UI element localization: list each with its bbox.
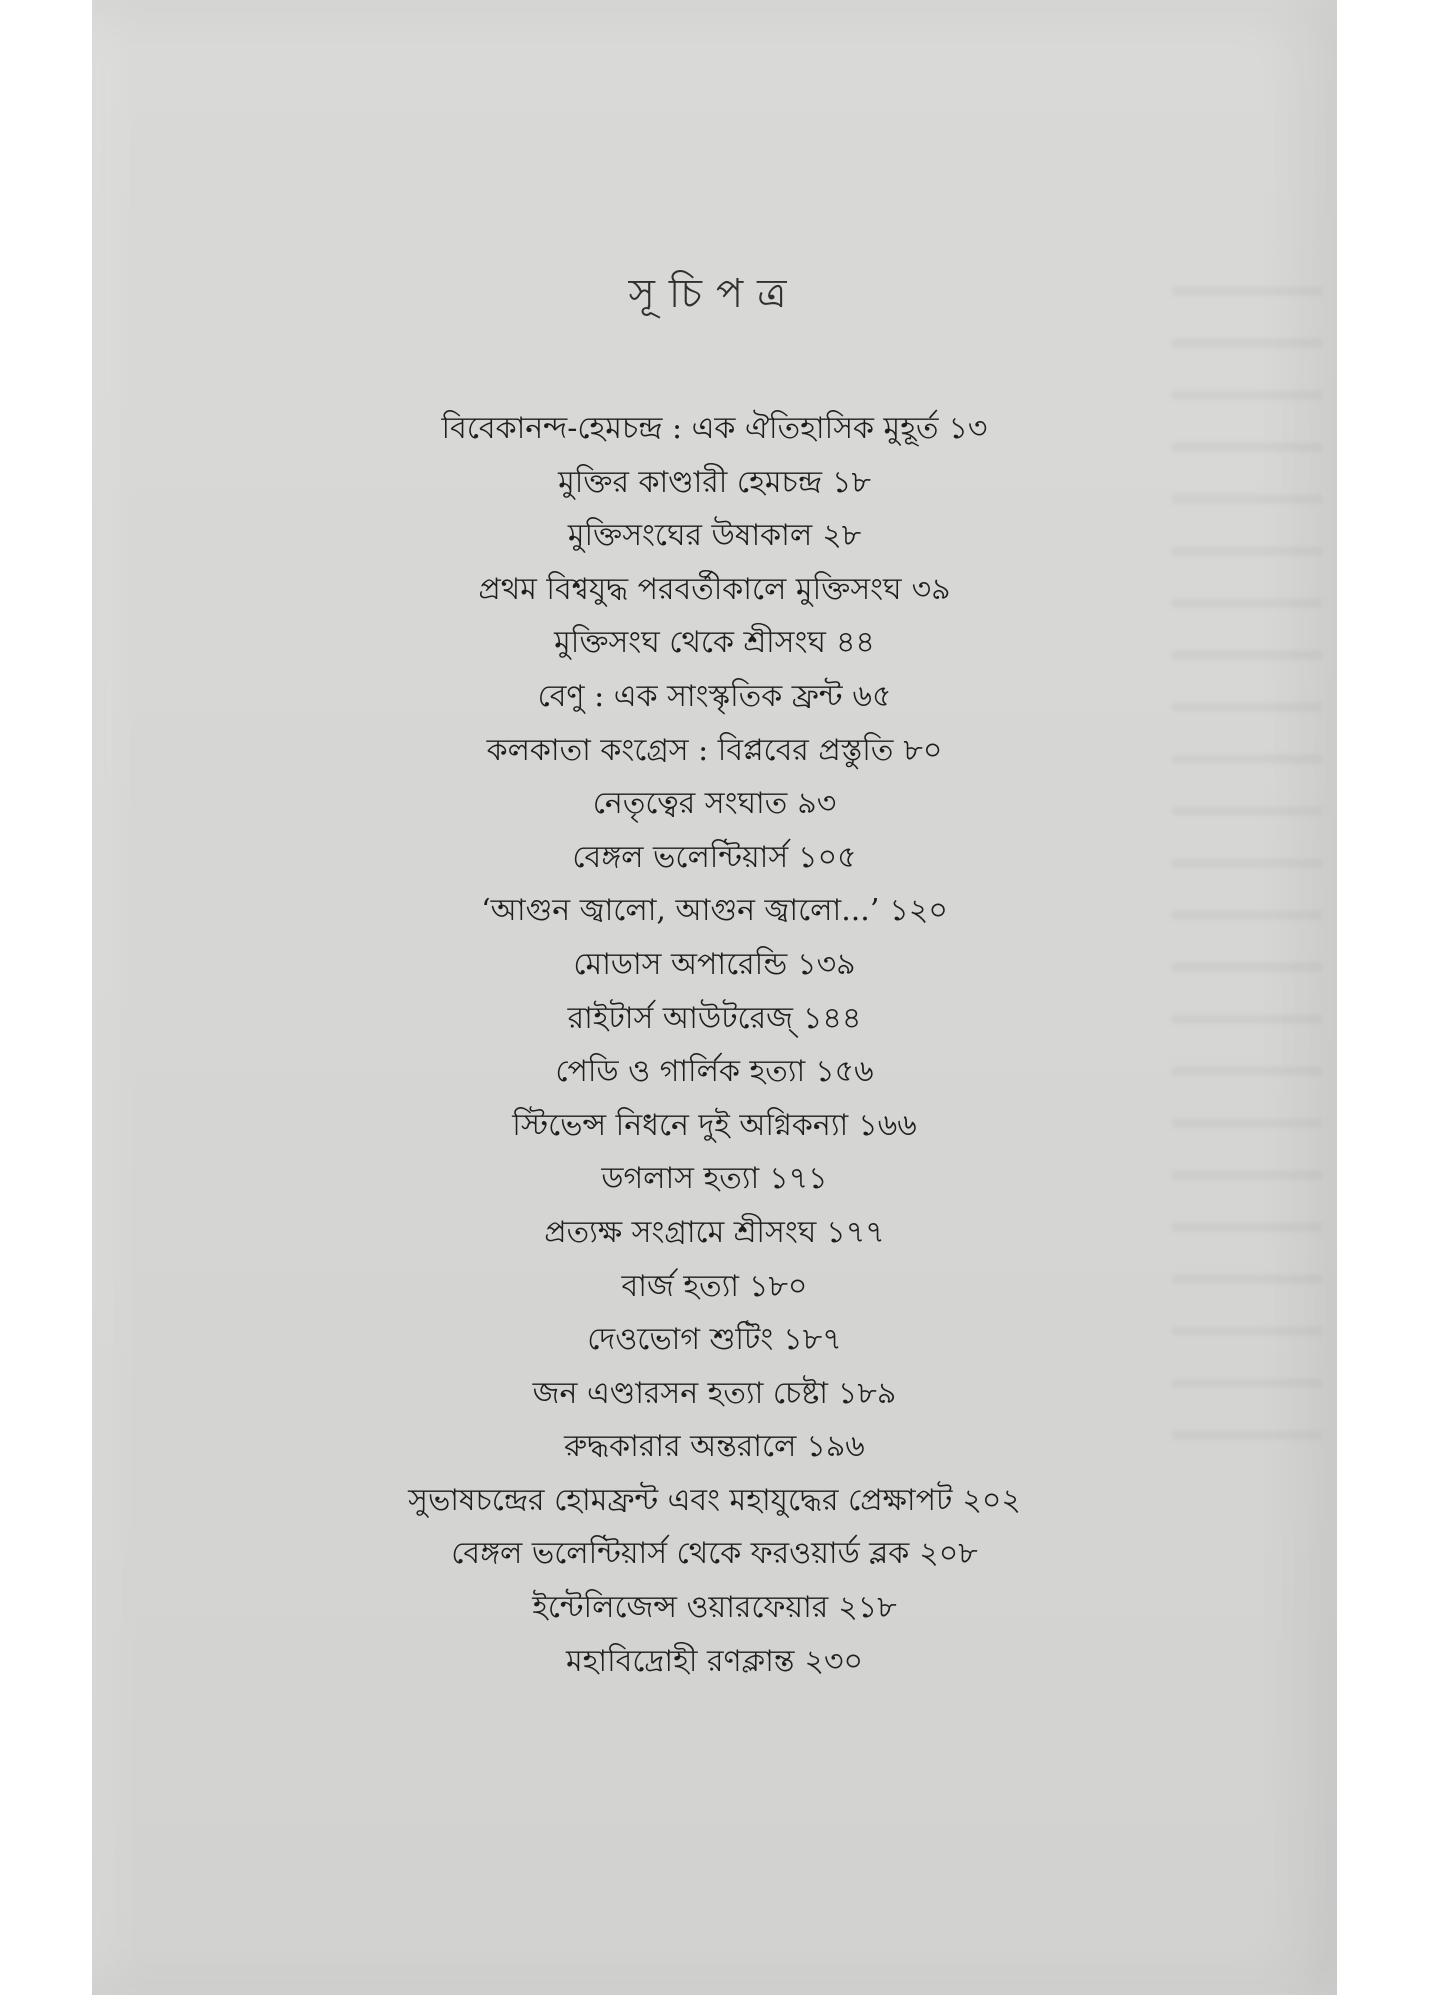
toc-entry xyxy=(0,1635,1429,1689)
toc-entry-page-number: ২৮ xyxy=(822,518,862,554)
toc-entry-page-number: ২৩০ xyxy=(804,1643,863,1679)
toc-entry-title: মুক্তির কাণ্ডারী হেমচন্দ্র xyxy=(558,464,822,500)
toc-entry xyxy=(0,1474,1429,1528)
toc-entry xyxy=(0,1367,1429,1421)
toc-entry-title: সুভাষচন্দ্রের হোমফ্রন্ট এবং মহাযুদ্ধের প্রেক্ষাপট xyxy=(408,1482,953,1518)
toc-entry-page-number: ১৮৭ xyxy=(783,1322,842,1358)
toc-entry xyxy=(0,1420,1429,1474)
toc-entry-title: কলকাতা কংগ্রেস : বিপ্লবের প্রস্তুতি xyxy=(486,732,894,768)
toc-entry-page-number: ১৯৬ xyxy=(806,1429,865,1465)
toc-entry-title: মুক্তিসংঘ থেকে শ্রীসংঘ xyxy=(554,625,826,661)
toc-entry-title: বেণু : এক সাংস্কৃতিক ফ্রন্ট xyxy=(537,678,843,714)
toc-entry-page-number: ১৩ xyxy=(948,411,988,446)
toc-entry-title: জন এণ্ডারসন হত্যা চেষ্টা xyxy=(532,1375,828,1411)
toc-entry xyxy=(0,402,1429,456)
toc-entry-title: পেডি ও গার্লিক হত্যা xyxy=(555,1054,806,1090)
toc-entry-page-number: ১৭৭ xyxy=(826,1214,885,1250)
toc-entry xyxy=(0,1581,1429,1635)
toc-entry xyxy=(0,724,1429,778)
toc-entry xyxy=(0,938,1429,992)
toc-entry xyxy=(0,1099,1429,1153)
toc-entry-page-number: ৬৫ xyxy=(852,678,892,714)
toc-entry-title: বেঙ্গল ভলেন্টিয়ার্স থেকে ফরওয়ার্ড ব্লক xyxy=(451,1536,910,1572)
toc-entry-title: ইন্টেলিজেন্স ওয়ারফেয়ার xyxy=(532,1590,829,1626)
toc-entry-title: প্রথম বিশ্বযুদ্ধ পরবর্তীকালে মুক্তিসংঘ xyxy=(478,571,902,607)
toc-entry xyxy=(0,1152,1429,1206)
toc-entry-title: ডগলাস হত্যা xyxy=(601,1161,760,1197)
toc-entry-title: মুক্তিসংঘের উষাকাল xyxy=(567,518,813,554)
toc-entry-title: স্টিভেন্স নিধনে দুই অগ্নিকন্যা xyxy=(512,1107,849,1143)
toc-entry-page-number: ২১৮ xyxy=(838,1590,897,1626)
toc-entry-page-number: ১৭১ xyxy=(769,1161,828,1197)
toc-entry xyxy=(0,509,1429,563)
toc-entry xyxy=(0,563,1429,617)
toc-entry-title: রুদ্ধকারার অন্তরালে xyxy=(564,1429,797,1465)
toc-entry-page-number: ২০২ xyxy=(962,1482,1021,1518)
toc-entry-page-number: ১৪৪ xyxy=(802,1000,862,1036)
toc-entry-title: প্রত্যক্ষ সংগ্রামে শ্রীসংঘ xyxy=(544,1214,817,1250)
toc-entry-page-number: ৮০ xyxy=(903,732,943,768)
toc-entry-page-number: ১৮০ xyxy=(749,1268,808,1304)
toc-entry-page-number: ১২০ xyxy=(889,893,948,929)
toc-entry xyxy=(0,831,1429,885)
toc-entry-title: নেতৃত্বের সংঘাত xyxy=(592,786,788,822)
toc-entry xyxy=(0,884,1429,938)
toc-entry xyxy=(0,670,1429,724)
toc-entry xyxy=(0,1527,1429,1581)
toc-entry xyxy=(0,1045,1429,1099)
toc-entry-page-number: ৪৪ xyxy=(835,625,875,661)
toc-entry-title: বিবেকানন্দ-হেমচন্দ্র : এক ঐতিহাসিক মুহূর্ত xyxy=(441,411,939,446)
toc-entry-title: ‘আগুন জ্বালো, আগুন জ্বালো...’ xyxy=(481,893,880,929)
toc-entry-page-number: ৯৩ xyxy=(797,786,837,822)
toc-entry xyxy=(0,616,1429,670)
toc-entry-page-number: ১৮৯ xyxy=(837,1375,897,1411)
toc-entry-page-number: ১০৫ xyxy=(798,839,857,875)
toc-entry xyxy=(0,1206,1429,1260)
toc-entry xyxy=(0,1313,1429,1367)
toc-entry-title: রাইটার্স আউটরেজ্ xyxy=(567,1000,793,1036)
toc-entry-title: মহাবিদ্রোহী রণক্লান্ত xyxy=(565,1643,795,1679)
toc-entry-title: মোডাস অপারেন্ডি xyxy=(573,946,788,982)
toc-entry-page-number: ১৬৬ xyxy=(858,1107,917,1143)
toc-entry xyxy=(0,456,1429,510)
toc-entry-page-number: ২০৮ xyxy=(919,1536,978,1572)
toc-entry-title: দেওভোগ শুটিং xyxy=(587,1322,774,1358)
page-title: সূচিপত্র xyxy=(628,271,801,317)
toc-entry-title: বেঙ্গল ভলেন্টিয়ার্স xyxy=(572,839,789,875)
toc-entry-title: বার্জ হত্যা xyxy=(621,1268,739,1304)
toc-entry-page-number: ৩৯ xyxy=(911,571,951,607)
toc-entry-page-number: ১৮ xyxy=(831,464,871,500)
toc-entry xyxy=(0,1260,1429,1314)
toc-entry-page-number: ১৫৬ xyxy=(815,1054,874,1090)
toc-entry-page-number: ১৩৯ xyxy=(797,946,856,982)
toc-entry xyxy=(0,992,1429,1046)
toc-entry xyxy=(0,777,1429,831)
table-of-contents xyxy=(0,402,1429,1688)
